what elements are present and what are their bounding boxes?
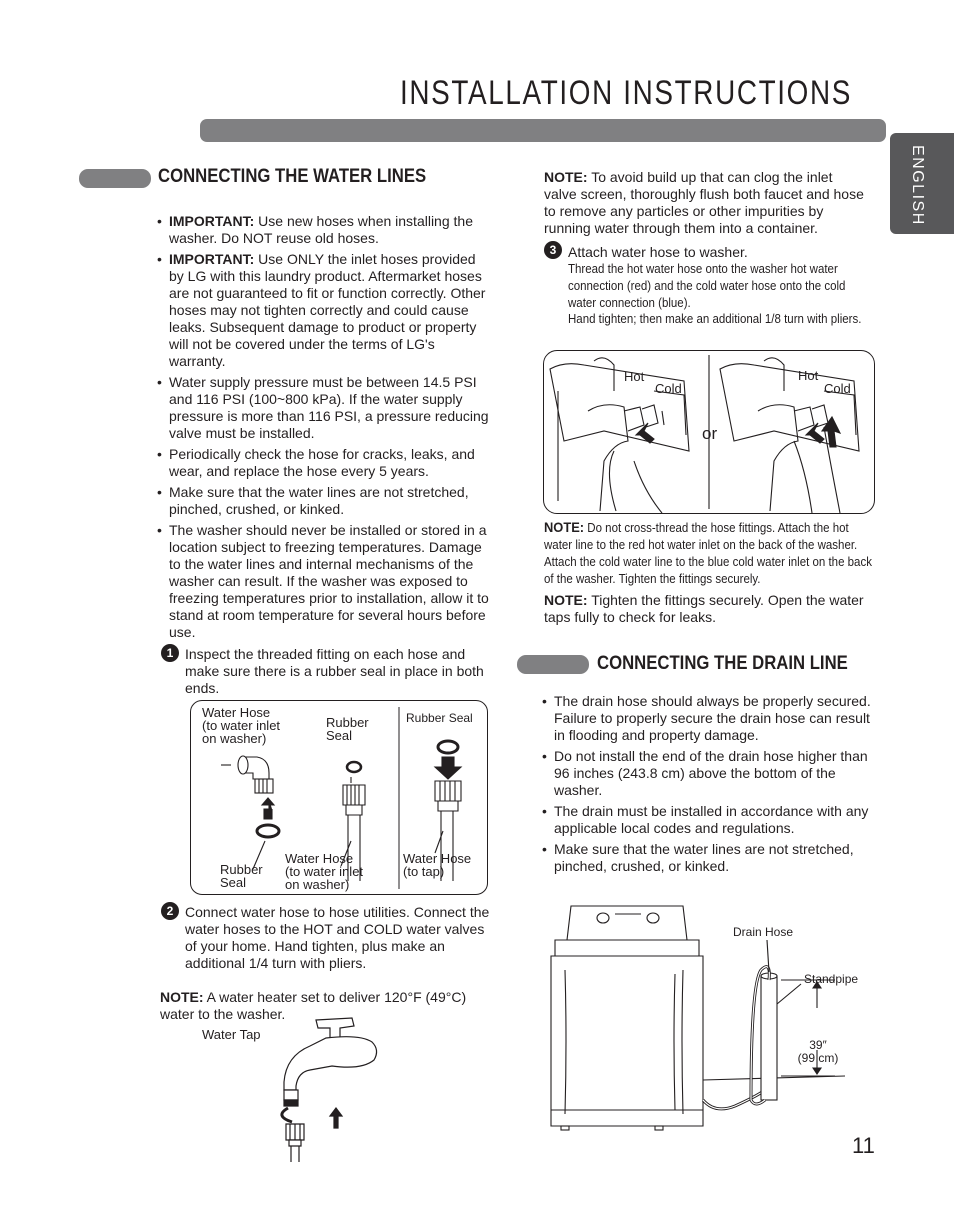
note-heater-text: A water heater set to deliver 120°F (49°C) water to the washer.: [160, 989, 467, 1022]
bullet-text: Water supply pressure must be between 14.5 PSI and 116 PSI (100~800 kPa). If the water supply pressure is more than 116 PSI, a pressure reducing valve must be installed.: [169, 374, 489, 441]
bullet-text: Use ONLY the inlet hoses provided by LG with this laundry product. Aftermarket hoses are not guaranteed to fit or function correctly. Other hoses may not tighten correctly and could cause leaks. Subsequent damage to product or property will not be covered under the terms of LG's warranty.: [169, 251, 486, 369]
drain-bullets: [542, 693, 882, 879]
drain-bullet: • Do not install the end of the drain hose higher than 96 inches (243.8 cm) above the bottom of the washer.: [542, 748, 882, 799]
water-lines-bullet: [157, 213, 492, 247]
label-standpipe: Standpipe: [804, 972, 859, 986]
label-water-tap: Water Tap: [202, 1027, 261, 1042]
note-crossthread: [544, 519, 873, 588]
step-3-number: 3: [544, 241, 562, 259]
section-marker-drain: [517, 655, 589, 674]
header-bar: [200, 119, 886, 142]
note-flush-text: To avoid build up that can clog the inlet valve screen, thoroughly flush both faucet and hose to remove any particles or other impurities by running water through them into a container.: [544, 169, 864, 236]
note-tighten-text: Tighten the fittings securely. Open the water taps fully to check for leaks.: [544, 592, 864, 625]
water-lines-bullet: [157, 374, 492, 442]
bullet-text: Make sure that the water lines are not stretched, pinched, crushed, or kinked.: [169, 484, 469, 517]
label-hot-right: Hot: [798, 368, 819, 383]
bullet-text: The washer should never be installed or stored in a location subject to freezing temperatures. Damage to the water lines and internal mechanisms of the washer can result. If the washer was exposed to freezing temperatures prior to installation, allow it to stand at room temperature for several hours before use.: [169, 522, 489, 640]
step-3-title: Attach water hose to washer.: [568, 244, 748, 260]
language-tab: [890, 133, 954, 234]
note-flush: [544, 169, 869, 237]
step-1-number: 1: [161, 644, 179, 662]
drain-illustration: [545, 900, 865, 1135]
note-tighten-label: NOTE:: [544, 592, 588, 608]
label-cold-right: Cold: [824, 381, 851, 396]
bullet-label: IMPORTANT:: [169, 213, 255, 229]
bullet-text: Use new hoses when installing the washer. Do NOT reuse old hoses.: [169, 213, 473, 246]
water-lines-bullets: [157, 213, 492, 645]
step-2-text: Connect water hose to hose utilities. Connect the water hoses to the HOT and COLD water valves of your home. Hand tighten, plus make an additional 1/4 turn with pliers.: [185, 904, 490, 971]
water-lines-bullet: [157, 446, 492, 480]
step-3-detail-2: Hand tighten; then make an additional 1/8 turn with pliers.: [568, 312, 862, 326]
water-lines-bullet: [157, 484, 492, 518]
page-number: 11: [852, 1133, 875, 1158]
note-heater-label: NOTE:: [160, 989, 204, 1005]
drain-bullet: • Make sure that the water lines are not stretched, pinched, crushed, or kinked.: [542, 841, 882, 875]
label-hot-left: Hot: [624, 369, 645, 384]
label-water-hose-washer: Water Hose (to water inlet on washer): [202, 705, 281, 746]
step-1-text: Inspect the threaded fitting on each hose and make sure there is a rubber seal in place in both ends.: [185, 646, 484, 696]
water-lines-bullet: [157, 522, 492, 641]
water-lines-bullet: [157, 251, 492, 370]
step-3-detail-1: Thread the hot water hose onto the washer hot water connection (red) and the cold water hose onto the cold water connection (blue).: [568, 262, 846, 310]
note-crossthread-label: NOTE:: [544, 519, 585, 535]
drain-heading: CONNECTING THE DRAIN LINE: [597, 653, 848, 674]
note-tighten: [544, 592, 874, 626]
step-2-number: 2: [161, 902, 179, 920]
label-or: or: [702, 424, 718, 443]
label-drain-hose: Drain Hose: [733, 925, 794, 939]
water-tap-illustration: [270, 1012, 390, 1162]
label-height: 39″ (99 cm): [797, 1038, 839, 1065]
label-rubber-seal-bottom: Rubber Seal: [220, 862, 263, 890]
note-flush-label: NOTE:: [544, 169, 588, 185]
bullet-text: Periodically check the hose for cracks, leaks, and wear, and replace the hose every 5 years.: [169, 446, 475, 479]
note-crossthread-text: Do not cross-thread the hose fittings. Attach the hot water line to the red hot water inlet on the back of the washer. Attach the cold water line to the blue cold water inlet on the back of the washer. Tighten the fittings securely.: [544, 521, 872, 586]
label-water-hose-tap: Water Hose (to tap): [403, 851, 472, 879]
page-title: INSTALLATION INSTRUCTIONS: [400, 74, 853, 112]
label-water-hose-washer-2: Water Hose (to water inlet on washer): [285, 851, 364, 892]
label-rubber-seal: Rubber Seal: [326, 715, 369, 743]
section-marker: [79, 169, 151, 188]
label-cold-left: Cold: [655, 381, 682, 396]
drain-bullet: • The drain hose should always be properly secured. Failure to properly secure the drain hose can result in flooding and property damage.: [542, 693, 882, 744]
label-rubber-seal-top: Rubber Seal: [406, 711, 473, 725]
water-lines-heading: CONNECTING THE WATER LINES: [158, 166, 427, 187]
bullet-label: IMPORTANT:: [169, 251, 255, 267]
drain-bullet: • The drain must be installed in accordance with any applicable local codes and regulations.: [542, 803, 882, 837]
language-tab-label: ENGLISH: [909, 145, 926, 226]
